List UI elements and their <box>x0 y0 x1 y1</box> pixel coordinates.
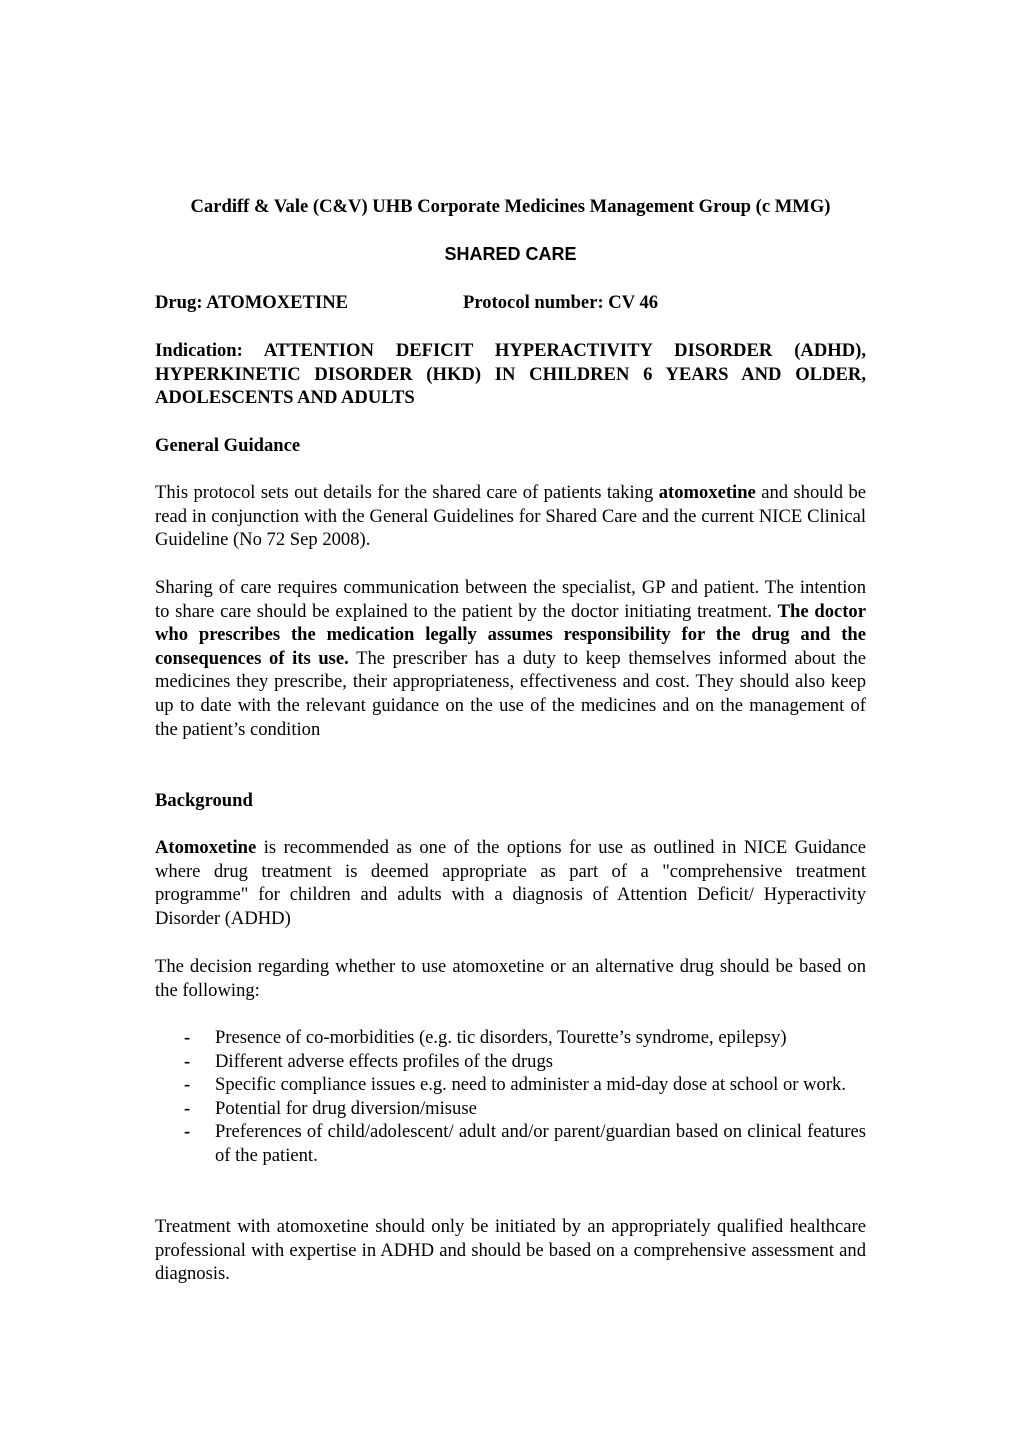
background-paragraph-3: Treatment with atomoxetine should only be initiated by an appropriately qualified healthcare professional with expertise in ADHD and should be based on a comprehensive assessment and diagnosis. <box>155 1216 866 1285</box>
dash-marker: - <box>184 1074 191 1096</box>
list-item <box>155 1120 866 1167</box>
dash-marker: - <box>184 1027 191 1048</box>
list-item-text: Potential for drug diversion/misuse <box>215 1097 477 1119</box>
text-run: and should be read in conjunction with the General Guidelines for Shared Care and the current NICE Clinical Guideline (No 72 Sep 2008). <box>155 482 866 551</box>
dash-marker: - <box>184 1121 191 1143</box>
list-item <box>155 1026 866 1050</box>
protocol-number: Protocol number: CV 46 <box>463 292 659 313</box>
text-run: is recommended as one of the options for use as outlined in NICE Guidance where drug treatment is deemed appropriate as part of a "comprehensive treatment programme" for children and adults with a diagnosis of Attention Deficit/ Hyperactivity Disorder (ADHD) <box>155 837 866 929</box>
dash-marker: - <box>184 1050 191 1072</box>
text-run: The prescriber has a duty to keep themselves informed about the medicines they prescribe, their appropriateness, effectiveness and cost. They should also keep up to date with the relevant guidance on the use of the medicines and on the management of the patient’s condition <box>155 647 866 740</box>
general-guidance-paragraph-1 <box>155 481 866 552</box>
document-subtitle: SHARED CARE <box>444 244 577 264</box>
text-run: Sharing of care requires communication between the specialist, GP and patient. The intention to share care should be explained to the patient by the doctor initiating treatment. <box>155 577 866 622</box>
background-heading: Background <box>155 790 253 811</box>
list-item <box>155 1050 866 1074</box>
background-paragraph-1 <box>155 836 866 930</box>
drug-protocol-line <box>155 291 866 315</box>
list-item <box>155 1097 866 1121</box>
criteria-list <box>155 1026 866 1168</box>
text-run-bold: Atomoxetine <box>155 837 257 858</box>
list-item <box>155 1073 866 1097</box>
general-guidance-heading: General Guidance <box>155 435 301 456</box>
document-title: Cardiff & Vale (C&V) UHB Corporate Medicines Management Group (c MMG) <box>190 196 831 217</box>
text-run-bold: atomoxetine <box>658 482 756 503</box>
list-item-text: Preferences of child/adolescent/ adult and/or parent/guardian based on clinical features of the patient. <box>215 1121 866 1166</box>
indication: Indication: ATTENTION DEFICIT HYPERACTIVITY DISORDER (ADHD), HYPERKINETIC DISORDER (HKD) IN CHILDREN 6 YEARS AND OLDER, ADOLESCENTS AND ADULTS <box>155 340 866 409</box>
list-item-text: Different adverse effects profiles of the drugs <box>215 1050 554 1072</box>
list-item-text: Specific compliance issues e.g. need to administer a mid-day dose at school or work. <box>215 1074 846 1096</box>
dash-marker: - <box>184 1097 191 1119</box>
general-guidance-paragraph-2 <box>155 576 866 741</box>
background-paragraph-2: The decision regarding whether to use atomoxetine or an alternative drug should be based on the following: <box>155 956 866 1001</box>
text-run-bold: The doctor who prescribes the medication legally assumes responsibility for the drug and the consequences of its use. <box>155 600 866 669</box>
drug-label: Drug: ATOMOXETINE <box>155 292 349 313</box>
list-item-text: Presence of co-morbidities (e.g. tic disorders, Tourette’s syndrome, epilepsy) <box>215 1027 787 1048</box>
text-run: This protocol sets out details for the shared care of patients taking <box>155 482 659 503</box>
